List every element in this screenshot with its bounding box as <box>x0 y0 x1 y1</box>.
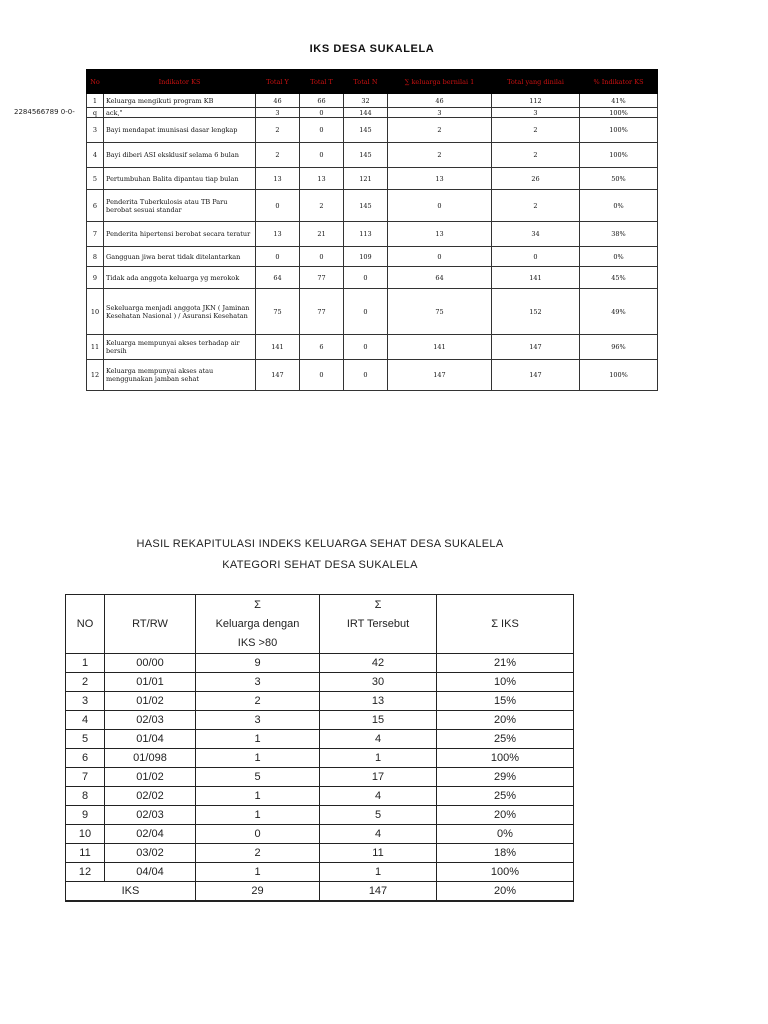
cell-total-y: 2 <box>256 143 300 168</box>
cell-irt: 42 <box>320 654 437 673</box>
table-row <box>87 267 658 289</box>
iks-indicator-table <box>86 69 658 391</box>
cell-keluarga-bernilai: 3 <box>388 108 492 118</box>
total-iks: 20% <box>437 882 574 902</box>
cell-indikator: Pertumbuhan Balita dipantau tiap bulan <box>104 168 256 190</box>
cell-indikator: Sekeluarga menjadi anggota JKN ( Jaminan Kesehatan Nasional ) / Asuransi Kesehatan <box>104 289 256 335</box>
cell-indikator: ack," <box>104 108 256 118</box>
cell-iks: 10% <box>437 673 574 692</box>
cell-total-n: 0 <box>344 335 388 360</box>
section-title-line1: HASIL REKAPITULASI INDEKS KELUARGA SEHAT DESA SUKALELA <box>136 538 504 550</box>
cell-no: 9 <box>87 267 104 289</box>
table-row <box>66 825 574 844</box>
cell-total-dinilai: 141 <box>492 267 580 289</box>
side-note: 2284566789 0-0- <box>14 108 75 116</box>
cell-pct: 49% <box>580 289 658 335</box>
table-row <box>66 654 574 673</box>
cell-iks: 25% <box>437 730 574 749</box>
cell-no: 1 <box>87 94 104 108</box>
table-row <box>87 143 658 168</box>
cell-total-dinilai: 2 <box>492 143 580 168</box>
cell-keluarga: 0 <box>196 825 320 844</box>
cell-iks: 0% <box>437 825 574 844</box>
cell-total-t: 13 <box>300 168 344 190</box>
cell-total-y: 75 <box>256 289 300 335</box>
cell-irt: 15 <box>320 711 437 730</box>
cell-no: 7 <box>66 768 105 787</box>
sum-symbol: Σ <box>254 598 261 611</box>
cell-total-dinilai: 112 <box>492 94 580 108</box>
cell-total-y: 46 <box>256 94 300 108</box>
cell-rtrw: 04/04 <box>105 863 196 882</box>
col-header-irt-label: IRT Tersebut <box>346 617 410 630</box>
cell-keluarga-bernilai: 13 <box>388 222 492 247</box>
col-header-total-dinilai: Total yang dinilai <box>492 70 580 94</box>
cell-no: 4 <box>87 143 104 168</box>
cell-no: 9 <box>66 806 105 825</box>
table-header-row <box>66 595 574 654</box>
col-header-total-y: Total Y <box>256 70 300 94</box>
table-header-row <box>87 70 658 94</box>
rekapitulasi-table <box>65 594 574 902</box>
cell-no: 8 <box>66 787 105 806</box>
cell-no: 12 <box>87 360 104 391</box>
cell-no: 5 <box>87 168 104 190</box>
table-row <box>87 222 658 247</box>
cell-total-dinilai: 147 <box>492 360 580 391</box>
table-row <box>66 692 574 711</box>
cell-total-dinilai: 147 <box>492 335 580 360</box>
cell-no: 3 <box>66 692 105 711</box>
cell-total-dinilai: 0 <box>492 247 580 267</box>
cell-keluarga-bernilai: 2 <box>388 118 492 143</box>
cell-pct: 38% <box>580 222 658 247</box>
cell-rtrw: 02/04 <box>105 825 196 844</box>
table-row <box>87 247 658 267</box>
cell-total-y: 0 <box>256 247 300 267</box>
cell-rtrw: 01/02 <box>105 768 196 787</box>
cell-total-t: 0 <box>300 360 344 391</box>
cell-pct: 0% <box>580 247 658 267</box>
col-header-total-n: Total N <box>344 70 388 94</box>
cell-indikator: Keluarga mempunyai akses atau menggunakan jamban sehat <box>104 360 256 391</box>
cell-total-n: 145 <box>344 190 388 222</box>
cell-total-n: 0 <box>344 360 388 391</box>
cell-total-t: 0 <box>300 118 344 143</box>
cell-no: 12 <box>66 863 105 882</box>
table-row <box>87 108 658 118</box>
cell-total-y: 147 <box>256 360 300 391</box>
cell-total-dinilai: 26 <box>492 168 580 190</box>
cell-total-t: 77 <box>300 289 344 335</box>
cell-keluarga-bernilai: 46 <box>388 94 492 108</box>
col-header-no: No <box>87 70 104 94</box>
table-row <box>66 768 574 787</box>
table-row <box>87 94 658 108</box>
cell-pct: 100% <box>580 360 658 391</box>
cell-total-t: 77 <box>300 267 344 289</box>
cell-rtrw: 01/01 <box>105 673 196 692</box>
cell-rtrw: 02/02 <box>105 787 196 806</box>
cell-keluarga: 5 <box>196 768 320 787</box>
table-row <box>66 711 574 730</box>
cell-keluarga-bernilai: 2 <box>388 143 492 168</box>
cell-keluarga-bernilai: 0 <box>388 247 492 267</box>
cell-indikator: Bayi mendapat imunisasi dasar lengkap <box>104 118 256 143</box>
cell-keluarga: 1 <box>196 787 320 806</box>
cell-irt: 5 <box>320 806 437 825</box>
cell-total-y: 13 <box>256 168 300 190</box>
cell-irt: 4 <box>320 787 437 806</box>
cell-total-dinilai: 34 <box>492 222 580 247</box>
table-row <box>87 335 658 360</box>
col-header-keluarga-bernilai: ∑ keluarga bernilai 1 <box>388 70 492 94</box>
table-row <box>87 360 658 391</box>
cell-keluarga: 3 <box>196 711 320 730</box>
cell-total-dinilai: 152 <box>492 289 580 335</box>
cell-indikator: Penderita hipertensi berobat secara teratur <box>104 222 256 247</box>
cell-irt: 17 <box>320 768 437 787</box>
cell-total-y: 141 <box>256 335 300 360</box>
cell-no: 10 <box>66 825 105 844</box>
cell-no: 1 <box>66 654 105 673</box>
col-header-keluarga-sub: IKS >80 <box>237 636 278 649</box>
cell-total-n: 0 <box>344 267 388 289</box>
cell-total-y: 2 <box>256 118 300 143</box>
cell-indikator: Keluarga mempunyai akses terhadap air bersih <box>104 335 256 360</box>
cell-total-n: 113 <box>344 222 388 247</box>
cell-total-t: 0 <box>300 108 344 118</box>
cell-pct: 96% <box>580 335 658 360</box>
cell-keluarga: 1 <box>196 749 320 768</box>
cell-rtrw: 02/03 <box>105 806 196 825</box>
cell-total-y: 0 <box>256 190 300 222</box>
cell-no: 2 <box>66 673 105 692</box>
cell-keluarga: 1 <box>196 806 320 825</box>
cell-iks: 18% <box>437 844 574 863</box>
cell-no: 8 <box>87 247 104 267</box>
cell-total-n: 0 <box>344 289 388 335</box>
cell-total-y: 13 <box>256 222 300 247</box>
cell-rtrw: 02/03 <box>105 711 196 730</box>
table-row <box>87 190 658 222</box>
cell-keluarga-bernilai: 147 <box>388 360 492 391</box>
table-row <box>66 787 574 806</box>
col-header-rtrw: RT/RW <box>105 595 196 654</box>
cell-total-n: 145 <box>344 143 388 168</box>
table-row <box>66 730 574 749</box>
cell-iks: 20% <box>437 711 574 730</box>
cell-total-t: 66 <box>300 94 344 108</box>
cell-indikator: Penderita Tuberkulosis atau TB Paru berobat sesuai standar <box>104 190 256 222</box>
cell-keluarga: 1 <box>196 863 320 882</box>
cell-irt: 1 <box>320 863 437 882</box>
cell-total-n: 144 <box>344 108 388 118</box>
table-row <box>87 289 658 335</box>
cell-rtrw: 00/00 <box>105 654 196 673</box>
cell-no: 11 <box>87 335 104 360</box>
total-keluarga: 29 <box>196 882 320 902</box>
document-title: IKS DESA SUKALELA <box>309 43 435 55</box>
cell-irt: 4 <box>320 825 437 844</box>
cell-iks: 20% <box>437 806 574 825</box>
cell-irt: 1 <box>320 749 437 768</box>
cell-indikator: Tidak ada anggota keluarga yg merokok <box>104 267 256 289</box>
cell-irt: 30 <box>320 673 437 692</box>
cell-total-dinilai: 2 <box>492 190 580 222</box>
cell-irt: 11 <box>320 844 437 863</box>
cell-indikator: Gangguan jiwa berat tidak ditelantarkan <box>104 247 256 267</box>
cell-pct: 100% <box>580 143 658 168</box>
cell-iks: 100% <box>437 863 574 882</box>
cell-no: q <box>87 108 104 118</box>
cell-keluarga-bernilai: 64 <box>388 267 492 289</box>
total-irt: 147 <box>320 882 437 902</box>
cell-total-t: 21 <box>300 222 344 247</box>
cell-iks: 100% <box>437 749 574 768</box>
cell-total-t: 6 <box>300 335 344 360</box>
cell-total-n: 121 <box>344 168 388 190</box>
cell-total-t: 0 <box>300 143 344 168</box>
cell-total-t: 0 <box>300 247 344 267</box>
cell-total-t: 2 <box>300 190 344 222</box>
cell-total-y: 3 <box>256 108 300 118</box>
cell-keluarga: 2 <box>196 692 320 711</box>
total-label: IKS <box>66 882 196 902</box>
table-row <box>87 168 658 190</box>
cell-keluarga: 9 <box>196 654 320 673</box>
cell-total-n: 109 <box>344 247 388 267</box>
cell-no: 10 <box>87 289 104 335</box>
section-title-line2: KATEGORI SEHAT DESA SUKALELA <box>222 559 418 571</box>
cell-indikator: Keluarga mengikuti program KB <box>104 94 256 108</box>
cell-irt: 4 <box>320 730 437 749</box>
col-header-no: NO <box>66 595 105 654</box>
table-row <box>66 863 574 882</box>
table-row <box>66 673 574 692</box>
cell-no: 6 <box>66 749 105 768</box>
cell-iks: 25% <box>437 787 574 806</box>
cell-rtrw: 01/04 <box>105 730 196 749</box>
cell-keluarga-bernilai: 13 <box>388 168 492 190</box>
cell-irt: 13 <box>320 692 437 711</box>
cell-keluarga: 2 <box>196 844 320 863</box>
cell-keluarga: 1 <box>196 730 320 749</box>
cell-pct: 41% <box>580 94 658 108</box>
col-header-iks: Σ IKS <box>437 595 574 654</box>
cell-pct: 45% <box>580 267 658 289</box>
cell-pct: 50% <box>580 168 658 190</box>
cell-indikator: Bayi diberi ASI eksklusif selama 6 bulan <box>104 143 256 168</box>
cell-iks: 21% <box>437 654 574 673</box>
cell-rtrw: 01/02 <box>105 692 196 711</box>
cell-no: 4 <box>66 711 105 730</box>
cell-keluarga-bernilai: 0 <box>388 190 492 222</box>
cell-iks: 15% <box>437 692 574 711</box>
table-row <box>66 844 574 863</box>
total-row <box>66 882 574 902</box>
cell-keluarga-bernilai: 141 <box>388 335 492 360</box>
cell-total-n: 145 <box>344 118 388 143</box>
col-header-total-t: Total T <box>300 70 344 94</box>
cell-rtrw: 01/098 <box>105 749 196 768</box>
table-row <box>66 749 574 768</box>
cell-total-n: 32 <box>344 94 388 108</box>
table-row <box>66 806 574 825</box>
cell-iks: 29% <box>437 768 574 787</box>
col-header-keluarga-label: Keluarga dengan <box>215 617 300 630</box>
cell-rtrw: 03/02 <box>105 844 196 863</box>
cell-total-dinilai: 3 <box>492 108 580 118</box>
cell-no: 3 <box>87 118 104 143</box>
col-header-keluarga <box>196 595 320 654</box>
cell-no: 7 <box>87 222 104 247</box>
cell-pct: 100% <box>580 108 658 118</box>
cell-no: 11 <box>66 844 105 863</box>
cell-keluarga-bernilai: 75 <box>388 289 492 335</box>
cell-total-dinilai: 2 <box>492 118 580 143</box>
col-header-pct-indikator: % Indikator KS <box>580 70 658 94</box>
cell-no: 5 <box>66 730 105 749</box>
cell-pct: 0% <box>580 190 658 222</box>
col-header-irt <box>320 595 437 654</box>
sum-symbol: Σ <box>374 598 382 611</box>
col-header-indikator: Indikator KS <box>104 70 256 94</box>
cell-keluarga: 3 <box>196 673 320 692</box>
cell-no: 6 <box>87 190 104 222</box>
cell-total-y: 64 <box>256 267 300 289</box>
table-row <box>87 118 658 143</box>
cell-pct: 100% <box>580 118 658 143</box>
